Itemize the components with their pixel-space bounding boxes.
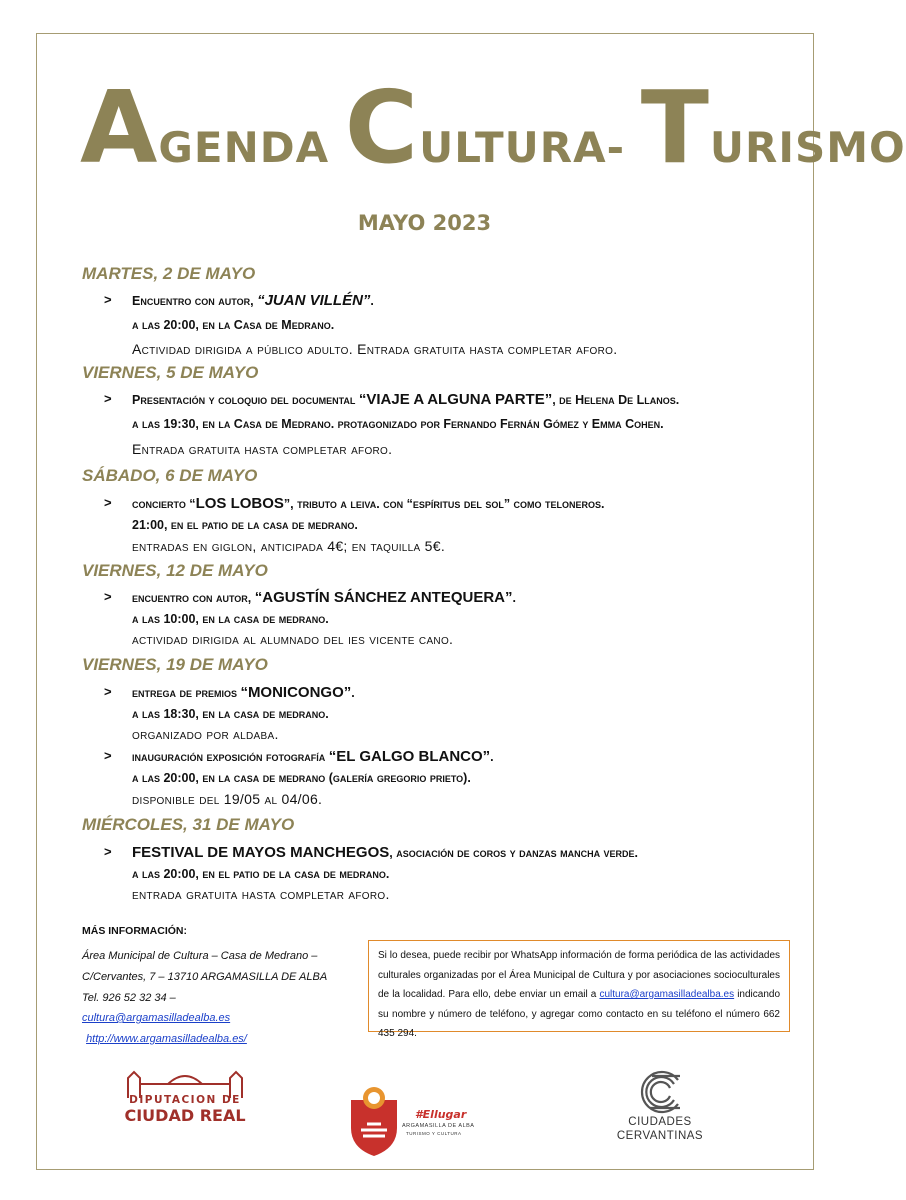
- info-line: Tel. 926 52 32 34 –: [82, 992, 176, 1004]
- event-title: concierto “LOS LOBOS”, tributo a leiva. con “espíritus del sol” como teloneros.: [132, 495, 605, 512]
- event-note: disponible del 19/05 al 04/06.: [132, 791, 323, 807]
- event-title: FESTIVAL DE MAYOS MANCHEGOS, asociación de coros y danzas mancha verde.: [132, 844, 639, 861]
- event-title: entrega de premios “MONICONGO”.: [132, 684, 355, 701]
- diputacion-logo: [120, 1062, 250, 1126]
- event-note: Entrada gratuita hasta completar aforo.: [132, 441, 393, 457]
- event-time: a las 18:30, en la casa de medrano.: [132, 707, 329, 721]
- event-title: Presentación y coloquio del documental “VIAJE A ALGUNA PARTE”, de Helena De Llanos.: [132, 391, 680, 408]
- bullet-marker: >: [104, 292, 112, 307]
- event-title: Encuentro con autor, “JUAN VILLÉN”.: [132, 292, 374, 309]
- info-line: C/Cervantes, 7 – 13710 ARGAMASILLA DE ALBA: [82, 971, 328, 983]
- event-time: 21:00, en el patio de la casa de medrano.: [132, 518, 358, 532]
- day-heading: MARTES, 2 DE MAYO: [82, 264, 256, 283]
- event-note: organizado por aldaba.: [132, 726, 279, 742]
- cervantinas-label: CERVANTINAS: [616, 1130, 704, 1142]
- day-heading: VIERNES, 5 DE MAYO: [82, 363, 259, 382]
- bullet-marker: >: [104, 844, 112, 859]
- bullet-marker: >: [104, 391, 112, 406]
- bullet-marker: >: [104, 589, 112, 604]
- argamasilla-logo: [345, 1080, 485, 1158]
- bullet-marker: >: [104, 748, 112, 763]
- bullet-marker: >: [104, 684, 112, 699]
- turismo-label: TURISMO Y CULTURA: [406, 1131, 462, 1136]
- info-email-row: [82, 1012, 230, 1024]
- day-heading: SÁBADO, 6 DE MAYO: [82, 466, 258, 485]
- spiral-icon: [600, 1070, 720, 1114]
- note-text: Para ello, debe enviar un email a: [448, 989, 600, 1000]
- website-link[interactable]: http://www.argamasilladealba.es/: [86, 1033, 247, 1045]
- ciudad-real-label: CIUDAD REAL: [124, 1106, 246, 1125]
- event-title: encuentro con autor, “AGUSTÍN SÁNCHEZ ANTEQUERA”.: [132, 589, 517, 606]
- month-subtitle: MAYO 2023: [357, 211, 492, 235]
- ciudades-cervantinas-logo: [600, 1070, 720, 1150]
- info-web-row: [83, 1033, 247, 1045]
- shield-icon: [345, 1080, 403, 1158]
- more-info-heading: MÁS INFORMACIÓN:: [82, 925, 187, 937]
- note-text: Si lo desea, puede recibir por WhatsApp información de forma periódica de las actividades culturales organizadas por el Área Municipal de Cultura y por asociaciones socioculturales de la localidad.: [378, 950, 780, 1000]
- event-note: entrada gratuita hasta completar aforo.: [132, 886, 390, 902]
- arga-label: ARGAMASILLA DE ALBA: [402, 1123, 475, 1129]
- event-note: actividad dirigida al alumnado del ies vicente cano.: [132, 631, 454, 647]
- page-title: AGENDA CULTURA- TURISMO: [80, 69, 906, 186]
- event-time: a las 20:00, en el patio de la casa de medrano.: [132, 867, 390, 881]
- day-heading: MIÉRCOLES, 31 DE MAYO: [82, 815, 295, 834]
- day-heading: VIERNES, 19 DE MAYO: [82, 655, 268, 674]
- ciudades-label: CIUDADES: [628, 1116, 692, 1128]
- event-time: a las 10:00, en la casa de medrano.: [132, 612, 329, 626]
- email-link[interactable]: cultura@argamasilladealba.es: [82, 1012, 231, 1024]
- day-heading: VIERNES, 12 DE MAYO: [82, 561, 268, 580]
- event-time: a las 20:00, en la Casa de Medrano.: [132, 318, 335, 332]
- info-line: Área Municipal de Cultura – Casa de Medrano –: [82, 950, 318, 962]
- note-text: indicando su nombre y número de teléfono, y agregar como contacto en su teléfono el número 662 435 294.: [378, 989, 781, 1039]
- ellugar-label: #Ellugar: [415, 1108, 467, 1121]
- event-note: entradas en giglon, anticipada 4€; en taquilla 5€.: [132, 538, 446, 554]
- event-time: a las 20:00, en la casa de medrano (galería gregorio prieto).: [132, 771, 471, 785]
- event-note: Actividad dirigida a público adulto. Entrada gratuita hasta completar aforo.: [132, 341, 618, 357]
- diputacion-label: DIPUTACION DE: [129, 1094, 241, 1106]
- bullet-marker: >: [104, 495, 112, 510]
- whatsapp-note: [368, 940, 790, 1039]
- note-email-link[interactable]: cultura@argamasilladealba.es: [599, 989, 735, 1000]
- event-title: inauguración exposición fotografía “EL GALGO BLANCO”.: [132, 748, 494, 765]
- event-time: a las 19:30, en la Casa de Medrano. protagonizado por Fernando Fernán Gómez y Emma Cohen.: [132, 417, 664, 431]
